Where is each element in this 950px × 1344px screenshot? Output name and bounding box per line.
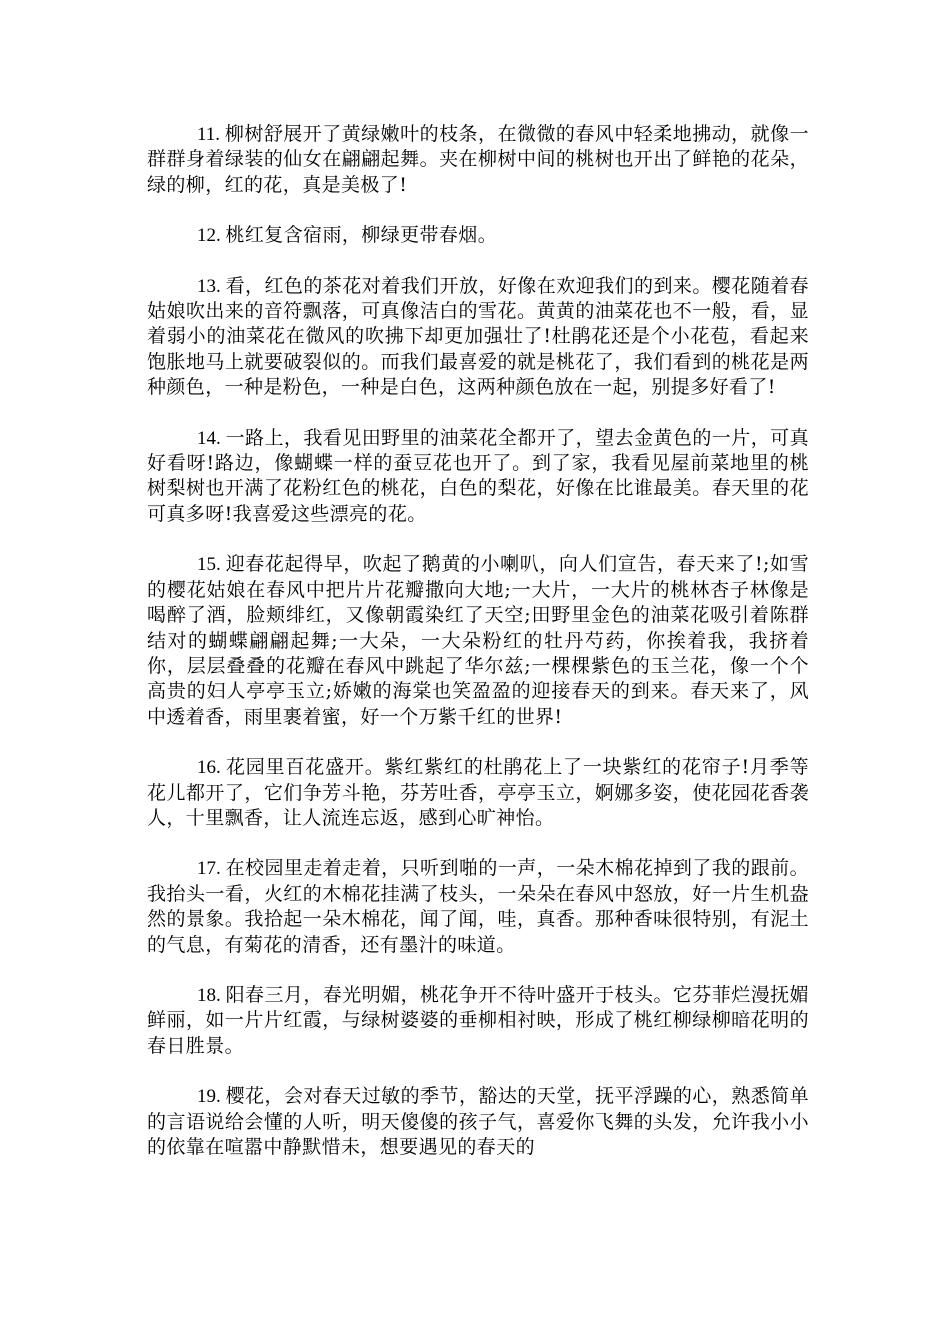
paragraph-text: 迎春花起得早，吹起了鹅黄的小喇叭，向人们宣告，春天来了!;如雪的樱花姑娘在春风中把片片花瓣撒向大地;一大片，一大片的桃林杏子林像是喝醉了酒，脸颊绯红，又像朝霞染红了天空;田野里金色的油菜花吸引着陈群结对的蝴蝶翩翩起舞;一大朵，一大朵粉红的牡丹芍药，你挨着我，我挤着你，层层叠叠的花瓣在春风中跳起了华尔兹;一棵棵紫色的玉兰花，像一个个高贵的妇人亭亭玉立;娇嫩的海棠也笑盈盈的迎接春天的到来。春天来了，风中透着香，雨里裹着蜜，好一个万紫千红的世界! [147,553,809,728]
paragraph-18 [147,983,809,1059]
paragraph-number: 13. [197,275,226,297]
paragraph-text: 看，红色的茶花对着我们开放，好像在欢迎我们的到来。樱花随着春姑娘吹出来的音符飘落，可真像洁白的雪花。黄黄的油菜花也不一般，看，显着弱小的油菜花在微风的吹拂下却更加强壮了!杜鹃花还是个小花苞，看起来饱胀地马上就要破裂似的。而我们最喜爱的就是桃花了，我们看到的桃花是两种颜色，一种是粉色，一种是白色，这两种颜色放在一起，别提多好看了! [147,274,809,399]
paragraph-number: 19. [197,1086,226,1108]
paragraph-17 [147,856,809,958]
paragraph-14 [147,426,809,528]
paragraph-number: 18. [197,984,226,1006]
paragraph-text: 在校园里走着走着，只听到啪的一声，一朵木棉花掉到了我的跟前。我抬头一看，火红的木棉花挂满了枝头，一朵朵在春风中怒放，好一片生机盎然的景象。我拾起一朵木棉花，闻了闻，哇，真香。那种香味很特别，有泥土的气息，有菊花的清香，还有墨汁的味道。 [147,857,809,956]
document-body [147,122,809,1185]
paragraph-text: 花园里百花盛开。紫红紫红的杜鹃花上了一块紫红的花帘子!月季等花儿都开了，它们争芳斗艳，芬芳吐香，亭亭玉立，婀娜多姿，使花园花香袭人，十里飘香，让人流连忘返，感到心旷神怡。 [147,756,810,829]
paragraph-text: 阳春三月，春光明媚，桃花争开不待叶盛开于枝头。它芬菲烂漫抚媚鲜丽，如一片片红霞，与绿树婆婆的垂柳相衬映，形成了桃红柳绿柳暗花明的春日胜景。 [147,983,809,1057]
paragraph-text: 桃红复含宿雨，柳绿更带春烟。 [225,224,498,247]
paragraph-16 [147,755,809,831]
paragraph-19 [147,1084,809,1160]
paragraph-number: 17. [197,858,226,880]
paragraph-text: 柳树舒展开了黄绿嫩叶的枝条，在微微的春风中轻柔地拂动，就像一群群身着绿装的仙女在翩翩起舞。夹在柳树中间的桃树也开出了鲜艳的花朵，绿的柳，红的花，真是美极了! [147,123,809,196]
paragraph-15 [147,552,809,730]
paragraph-number: 11. [197,124,225,145]
paragraph-12 [147,223,809,248]
paragraph-number: 15. [197,554,226,576]
paragraph-number: 16. [197,757,226,779]
paragraph-text: 一路上，我看见田野里的油菜花全都开了，望去金黄色的一片，可真好看呀!路边，像蝴蝶一样的蚕豆花也开了。到了家，我看见屋前菜地里的桃树梨树也开满了花粉红色的桃花，白色的梨花，好像在比谁最美。春天里的花可真多呀!我喜爱这些漂亮的花。 [147,426,809,525]
paragraph-number: 14. [197,427,226,449]
paragraph-11 [147,122,809,198]
paragraph-text: 樱花，会对春天过敏的季节，豁达的天堂，抚平浮躁的心，熟悉简单的言语说给会懂的人听，明天傻傻的孩子气，喜爱你飞舞的头发，允许我小小的依靠在喧嚣中静默惜未，想要遇见的春天的 [147,1085,809,1158]
paragraph-number: 12. [197,225,226,247]
paragraph-13 [147,274,809,401]
